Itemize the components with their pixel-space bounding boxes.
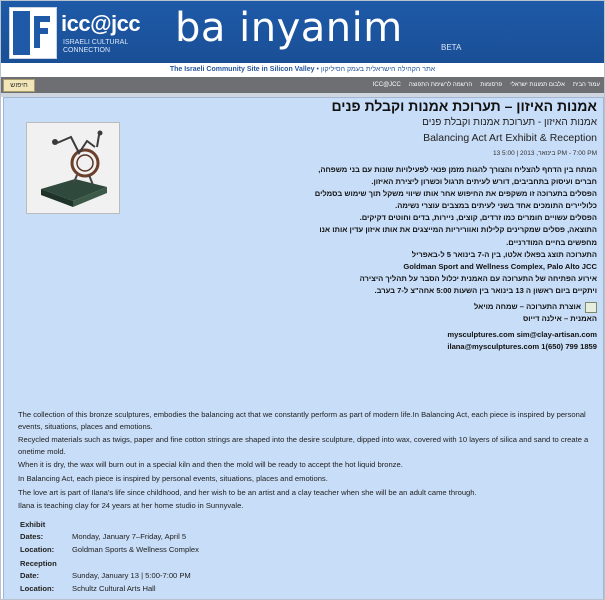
en-paragraph: When it is dry, the wax will burn out in a special kiln and then the mold will be ready to accept the hot liquid bronze. (18, 460, 403, 470)
he-line-curator (227, 301, 597, 313)
location-label: Location: (20, 583, 55, 593)
en-paragraph: Ilana is teaching clay for 24 years at her home studio in Sunnyvale. (18, 501, 244, 511)
beta-badge: BETA (441, 43, 462, 52)
search-button[interactable]: חיפוש (3, 79, 35, 92)
tagline-he: • אתר הקהילה הישראלית בעמק הסיליקון (316, 66, 436, 73)
reception-location: Schultz Cultural Arts Hall (72, 583, 156, 593)
he-line: מחפשים בחיים המודרניים. (506, 237, 597, 247)
subtitle-english: Balancing Act Art Exhibit & Reception (423, 132, 597, 144)
date-label: Date: (20, 571, 39, 580)
exhibit-heading: Exhibit (20, 520, 46, 529)
nav-menu (373, 77, 600, 93)
subtitle-hebrew: אמנות האיזון - תערוכת אמנות וקבלת פנים (422, 117, 597, 128)
he-line: חברים ועיסוק בתחביבים, דורש לעיתים תרגול וכשרון ליצירת האיזון. (371, 177, 597, 187)
he-line: ויתקיים ביום ראשון ה 13 בינואר בין השעות 5:00 אחה"צ ל-7 בערב. (374, 285, 597, 295)
dates-label: Dates: (20, 532, 44, 541)
he-line: הפסלים עשויים חומרים כמו זרדים, קוצים, ניירות, בדים וחוטים דקיקים. (359, 213, 597, 223)
article-panel (3, 97, 604, 600)
en-paragraph: The collection of this bronze sculptures, embodies the balancing act that we constantly perform as part of modern life.In Balancing Act, each piece is inspired by personal events, situations, places and emotions. (18, 410, 586, 431)
tagline-en: The Israeli Community Site in Silicon Valley (169, 66, 315, 73)
contact-links[interactable]: mysculptures.com sim@clay-artisan.com (447, 330, 597, 340)
exhibit-location: Goldman Sports & Wellness Complex (72, 544, 199, 554)
nav-item-mailing-list[interactable]: הרשמה לרשימת התפוצה (408, 82, 473, 88)
nav-item-photo-album[interactable]: אלבום תמונות ישראלי (510, 82, 565, 88)
english-description (18, 409, 598, 514)
reception-date-row (20, 570, 199, 583)
nav-item-icc-jcc[interactable]: ICC@JCC (372, 82, 401, 88)
event-datetime: 13 בינואר, 2013 | 5:00 PM - 7:00 PM (493, 150, 597, 157)
location-label: Location: (20, 544, 55, 554)
reception-location-row (20, 583, 199, 596)
exhibit-dates: Monday, January 7–Friday, April 5 (72, 532, 187, 541)
he-line: Goldman Sport and Wellness Complex, Palo Alto JCC (403, 261, 597, 271)
exhibit-location-row (20, 544, 199, 557)
reception-heading: Reception (20, 559, 57, 568)
image-icon (585, 302, 597, 313)
he-line: האמנית – אילנה דייוס (522, 314, 597, 324)
he-line: הפסלים בתערוכה זו משקפים את החיפוש אחר אותו שיווי משקל תוך שימוש בסמלים (314, 189, 597, 199)
event-details (20, 519, 199, 595)
tagline (1, 63, 604, 77)
he-line: התערוכה תוצג בפאלו אלטו, בין ה-7 בינואר 5 ל-באפריל (411, 249, 597, 259)
site-brand[interactable]: ba inyanim (175, 5, 403, 51)
he-line: כלוליירים התומכים אחד בשני לעיתים במצבים עוצרי נשימה. (395, 201, 597, 211)
he-line: אירוע הפתיחה של התערוכה עם האמנית יכלול הסבר על תהליך היצירה (359, 273, 597, 283)
en-paragraph: The love art is part of Ilana's life since childhood, and her wish to be an artist and a clay teacher when she will be an adult came through. (18, 487, 477, 497)
header-banner (1, 1, 604, 63)
logo-subtitle: ISRAELI CULTURAL CONNECTION (63, 39, 129, 54)
en-paragraph: Recycled materials such as twigs, paper and fine cotton strings are shaped into the desire sculpture, dipped into wax, covered with 10 layers of silica and sand to create a onetime mold. (18, 435, 589, 456)
he-line: התוצאה, פסלים שמקרינים קלילות ואווריריות המייצגים את אותו איזון עדין אותו אנו (319, 225, 597, 235)
nav-item-home[interactable]: עמוד הבית (572, 82, 600, 88)
hebrew-description (227, 164, 597, 353)
jcc-logo[interactable] (9, 7, 57, 59)
icc-jcc-logo-text[interactable]: icc@jcc (61, 11, 141, 36)
nav-item-ads[interactable]: פרסומות (480, 82, 503, 88)
page-title: אמנות האיזון – תערוכת אמנות וקבלת פנים (331, 98, 597, 114)
reception-date: Sunday, January 13 | 5:00-7:00 PM (72, 571, 191, 580)
he-line: המתח בין הדחף להצליח והצורך להגות מזמן פנאי לפעילויות שונות עם בני משפחה, (318, 165, 597, 174)
en-paragraph: In Balancing Act, each piece is inspired by personal events, situations, places and emotions. (18, 473, 328, 483)
exhibit-dates-row (20, 531, 199, 544)
contact-email-phone[interactable]: ilana@mysculptures.com 1(650) 799 1859 (447, 342, 597, 352)
sculpture-photo (26, 122, 120, 214)
curator-text: אוצרת התערוכה – שמחה מויאל (473, 302, 581, 312)
top-nav (1, 77, 604, 93)
